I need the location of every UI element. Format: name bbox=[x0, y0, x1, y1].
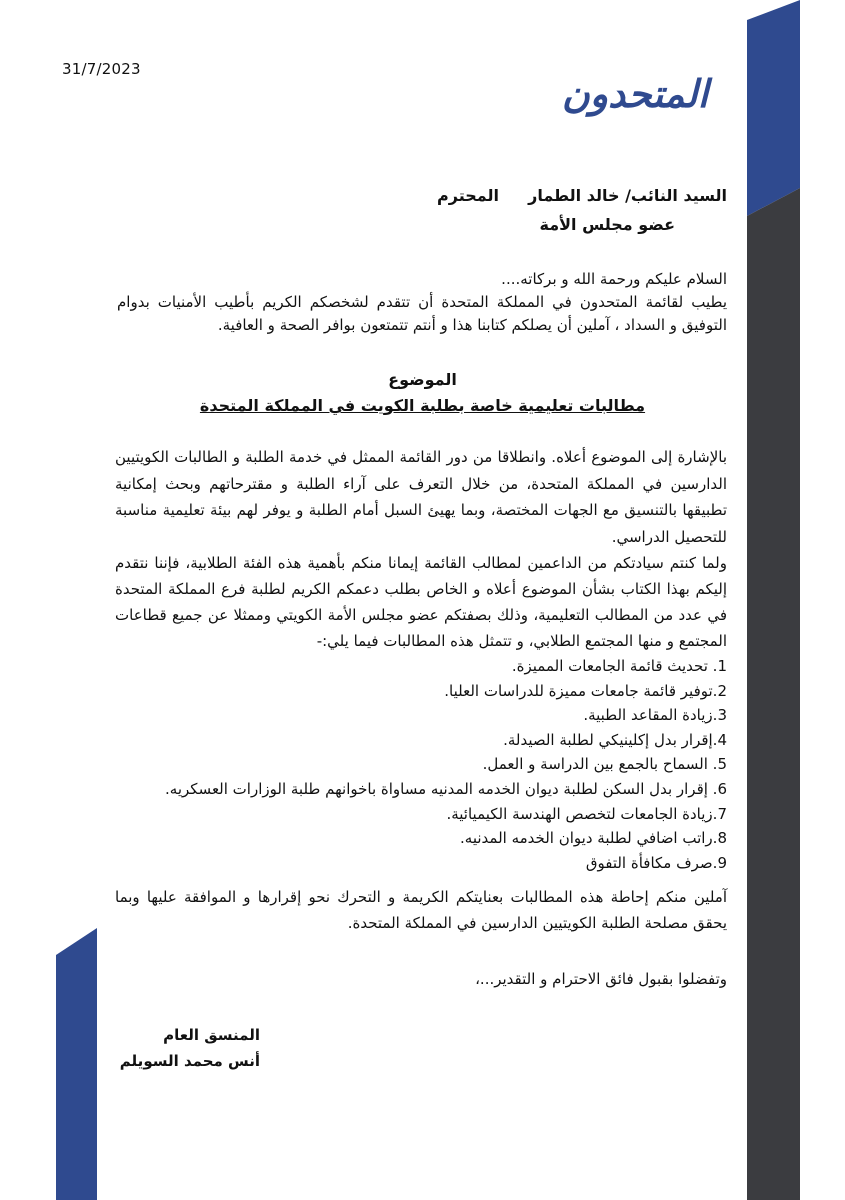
recipient-name: السيد النائب/ خالد الطمار bbox=[528, 186, 727, 205]
signature-name: أنس محمد السويلم bbox=[119, 1052, 260, 1070]
demand-item: 1. تحديث قائمة الجامعات المميزة. bbox=[511, 657, 727, 675]
greeting: السلام عليكم ورحمة الله و بركاته.... bbox=[501, 270, 727, 288]
body-paragraph-2: ولما كنتم سيادتكم من الداعمين لمطالب القائمة إيمانا منكم بأهمية هذه الفئة الطلابية، فإننا نتقدم إليكم بهذا الكتاب بشأن الموضوع أعلاه و الخاص بطلب دعمكم الكريم لطلبة فرع المملكة المتحدة في عدد من المطالب التعليمية، وذلك بصفتكم عضو مجلس الأمة الكويتي وممثلا عن جميع قطاعات المجتمع و منها المجتمع الطلابي، و تتمثل هذه المطالبات فيما يلي:- bbox=[115, 554, 727, 650]
demand-item: 5. السماح بالجمع بين الدراسة و العمل. bbox=[482, 755, 727, 774]
demand-item: 4.إقرار بدل إكلينيكي لطلبة الصيدلة. bbox=[503, 730, 727, 749]
recipient-line bbox=[87, 186, 727, 212]
demand-item: 6. إقرار بدل السكن لطلبة ديوان الخدمه المدنيه مساواة باخوانهم طلبة الوزارات العسكريه. bbox=[165, 779, 727, 798]
demand-item: 2.توفير قائمة جامعات مميزة للدراسات العليا. bbox=[444, 681, 727, 700]
intro-paragraph: يطيب لقائمة المتحدون في المملكة المتحدة أن تتقدم لشخصكم الكريم بأطيب الأمنيات بدوام التوفيق و السداد ، آملين أن يصلكم كتابنا هذا و أنتم تتمتعون بوافر الصحة و العافية. bbox=[117, 293, 727, 334]
letter-date: 31/7/2023 bbox=[62, 60, 141, 78]
gray-band-right bbox=[747, 188, 800, 1200]
demand-item: 7.زيادة الجامعات لتخصص الهندسة الكيميائية. bbox=[446, 804, 727, 823]
blue-band-bottom bbox=[56, 928, 97, 1200]
body-paragraph-1: بالإشارة إلى الموضوع أعلاه. وانطلاقا من دور القائمة الممثل في خدمة الطلبة و الطالبات الكويتيين الدارسين في المملكة المتحدة، من خلال التعرف على آراء الطلبة و مقترحاتهم وبحث إمكانية تطبيقها بالتنسيق مع الجهات المختصة، وبما يهيئ السبل أمام الطلبة و يوفر لهم بيئة تعليمية مناسبة للتحصيل الدراسي. bbox=[115, 448, 727, 546]
blue-band-top bbox=[747, 0, 800, 216]
signature-role: المنسق العام bbox=[163, 1026, 260, 1044]
demand-item: 3.زيادة المقاعد الطبية. bbox=[583, 706, 727, 725]
subject-title bbox=[0, 396, 845, 415]
subject-label: الموضوع bbox=[388, 370, 457, 389]
recipient-role: عضو مجلس الأمة bbox=[539, 215, 675, 234]
subject-title-text: مطالبات تعليمية خاصة بطلبة الكويت في المملكة المتحدة bbox=[199, 396, 646, 415]
recipient-honorific: المحترم bbox=[437, 186, 499, 205]
thanks-line: وتفضلوا بقبول فائق الاحترام و التقدير...، bbox=[475, 970, 727, 988]
united-logo: المتحدون bbox=[561, 72, 709, 116]
demands-list bbox=[115, 654, 727, 875]
demand-item: 9.صرف مكافأة التفوق bbox=[585, 853, 727, 872]
closing-paragraph: آملين منكم إحاطة هذه المطالبات بعنايتكم الكريمة و التحرك نحو إقرارها و الموافقة عليها وبما يحقق مصلحة الطلبة الكويتيين الدارسين في المملكة المتحدة. bbox=[115, 888, 727, 932]
demand-item: 8.راتب اضافي لطلبة ديوان الخدمه المدنيه. bbox=[460, 829, 727, 848]
